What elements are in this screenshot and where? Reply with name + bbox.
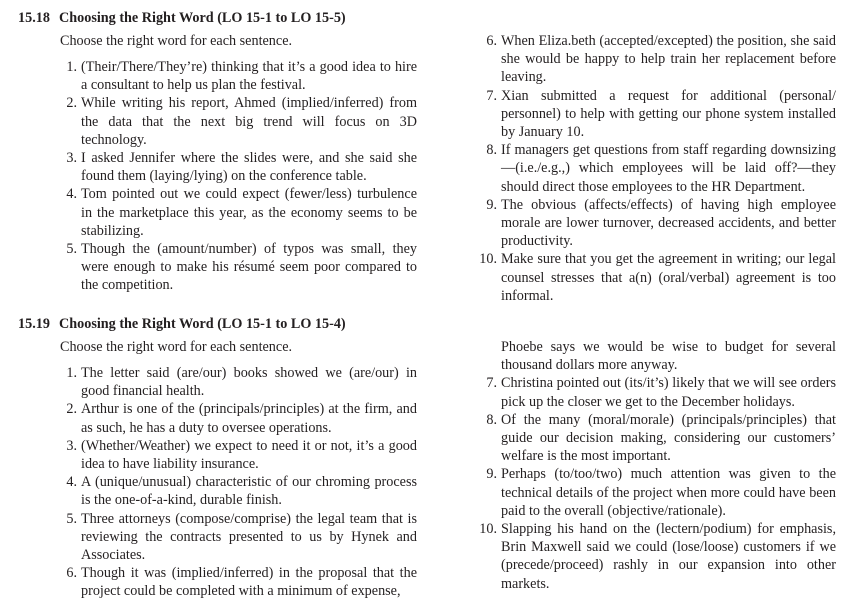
exercise-item	[66, 94, 417, 149]
exercise-1519-right-column	[479, 338, 836, 593]
item-6-continuation: Phoebe says we would be wise to budget for several thousand dollars more anyway.	[501, 339, 836, 374]
exercise-item	[486, 141, 836, 196]
exercise-item	[66, 437, 417, 473]
item-number: 8.	[486, 142, 497, 159]
item-text: The letter said (are/our) books showed we (are/our) in good financial health.	[81, 365, 417, 400]
exercise-item	[486, 87, 836, 142]
exercise-item	[486, 411, 836, 466]
exercise-item	[66, 400, 417, 436]
item-text: (Their/There/They’re) thinking that it’s a good idea to hire a consultant to help us plan the festival.	[81, 59, 417, 94]
item-text: Xian submitted a request for additional (personal/ personnel) to help with getting our phone system installed by January 10.	[501, 87, 836, 141]
item-number: 9.	[486, 466, 497, 483]
item-text: Arthur is one of the (principals/principles) at the firm, and as such, he has a duty to oversee operations.	[81, 401, 417, 436]
exercise-item	[66, 564, 417, 600]
exercise-item	[486, 374, 836, 410]
item-number: 6.	[486, 33, 497, 49]
item-text: Slapping his hand on the (lectern/podium) for emphasis, Brin Maxwell said we could (lose/loose) customers if we (precede/proceed) rashly in our expansion into other markets.	[501, 521, 836, 592]
exercise-item	[486, 32, 836, 87]
exercise-item	[66, 510, 417, 565]
item-text: While writing his report, Ahmed (implied/inferred) from the data that the next big trend will focus on 3D technology.	[81, 95, 417, 148]
item-number: 1.	[66, 59, 77, 75]
exercise-item	[66, 240, 417, 295]
exercise-item	[479, 250, 836, 305]
item-number: 7.	[486, 375, 497, 392]
exercise-1518-heading	[18, 9, 346, 27]
exercise-1519-instruction: Choose the right word for each sentence.	[60, 339, 293, 355]
item-number: 1.	[66, 365, 77, 381]
item-number: 4.	[66, 474, 77, 491]
exercise-1519-heading	[18, 315, 346, 333]
item-text: Though the (amount/number) of typos was small, they were enough to make his résumé seem poor compared to the competition.	[81, 241, 417, 294]
item-number: 3.	[66, 437, 77, 454]
item-number: 9.	[486, 196, 497, 213]
item-number: 10.	[479, 251, 497, 268]
item-text: When Eliza.beth (accepted/excepted) the position, she said she would be happy to help train her replacement before leaving.	[501, 33, 836, 86]
item-text: Perhaps (to/too/two) much attention was given to the technical details of the project when more could have been paid to the overall (objective/rationale).	[501, 466, 836, 519]
item-text: If managers get questions from staff regarding downsizing—(i.e./e.g.,) which employees will be laid off?—they should direct those employees to the HR Department.	[501, 142, 836, 195]
item-number: 2.	[66, 401, 77, 418]
item-text: Though it was (implied/inferred) in the proposal that the project could be completed with a minimum of expense,	[81, 565, 417, 600]
exercise-1518-instruction-block	[60, 32, 420, 50]
exercise-item	[66, 149, 417, 185]
item-text: Tom pointed out we could expect (fewer/less) turbulence in the marketplace this year, as the economy seems to be stabilizing.	[81, 186, 417, 239]
item-number: 4.	[66, 186, 77, 203]
item-text: A (unique/unusual) characteristic of our chroming process is the one-of-a-kind, durable finish.	[81, 474, 417, 509]
exercise-1519-title: Choosing the Right Word (LO 15-1 to LO 15-4)	[59, 316, 346, 332]
item-number: 7.	[486, 87, 497, 104]
item-number: 3.	[66, 150, 77, 167]
item-number: 10.	[479, 521, 497, 538]
exercise-item	[479, 520, 836, 593]
item-number: 2.	[66, 95, 77, 112]
item-text: The obvious (affects/effects) of having high employee morale are lower turnover, decreased accidents, and better productivity.	[501, 196, 836, 250]
item-text: (Whether/Weather) we expect to need it or not, it’s a good idea to have liability insurance.	[81, 437, 417, 473]
exercise-item	[66, 364, 417, 400]
item-text: Christina pointed out (its/it’s) likely that we will see orders pick up the closer we get to the December holidays.	[501, 375, 836, 410]
exercise-1518-left-list	[66, 58, 417, 295]
exercise-1519-instruction-block	[60, 338, 420, 356]
item-number: 8.	[486, 411, 497, 428]
item-text: Of the many (moral/morale) (principals/principles) that guide our decision making, considering our customers’ welfare is the most important.	[501, 411, 836, 465]
exercise-1518-instruction: Choose the right word for each sentence.	[60, 33, 293, 49]
exercise-item	[66, 473, 417, 509]
item-text: I asked Jennifer where the slides were, and she said she found them (laying/lying) on the conference table.	[81, 150, 417, 185]
exercise-1518-right-list	[479, 32, 836, 305]
item-text: Three attorneys (compose/comprise) the legal team that is reviewing the contracts presented to us by Hynek and Associates.	[81, 510, 417, 564]
exercise-1519-left-list	[66, 364, 417, 601]
exercise-item	[486, 465, 836, 520]
exercise-item	[66, 58, 417, 94]
exercise-item	[66, 185, 417, 240]
item-number: 5.	[66, 510, 77, 527]
item-text: Make sure that you get the agreement in writing; our legal counsel stresses that a(n) (oral/verbal) agreement is too informal.	[501, 251, 836, 304]
exercise-1518-number: 15.18	[18, 10, 50, 26]
item-number: 6.	[66, 565, 77, 582]
exercise-1519-number: 15.19	[18, 316, 50, 332]
exercise-item	[486, 196, 836, 251]
exercise-1518-title: Choosing the Right Word (LO 15-1 to LO 15-5)	[59, 10, 346, 26]
item-number: 5.	[66, 241, 77, 258]
